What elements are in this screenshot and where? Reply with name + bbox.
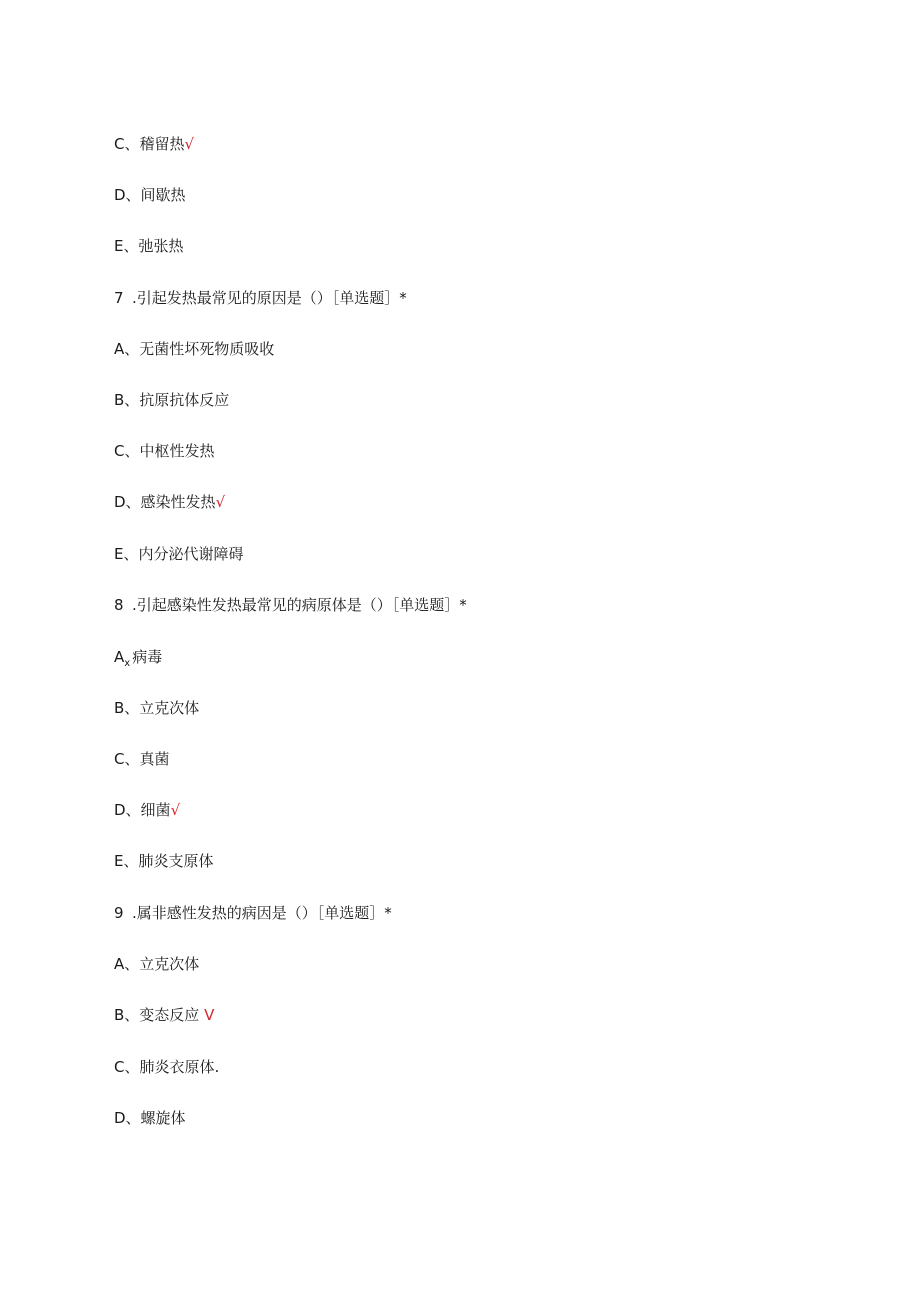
question-text: .属非感性发热的病因是（）［单选题］* xyxy=(132,904,392,922)
option-a-q8 xyxy=(114,645,162,669)
option-text: C、稽留热 xyxy=(114,135,185,153)
option-text: D、螺旋体 xyxy=(114,1109,186,1127)
option-text: E、弛张热 xyxy=(114,237,184,255)
correct-mark: √ xyxy=(184,135,195,153)
option-c-q9 xyxy=(114,1055,219,1079)
option-d-q7 xyxy=(114,490,225,514)
option-c-q7 xyxy=(114,439,214,463)
option-text: D、间歇热 xyxy=(114,186,186,204)
option-e-q6 xyxy=(114,234,183,258)
correct-mark: V xyxy=(199,1006,215,1024)
option-text: C、中枢性发热 xyxy=(114,442,215,460)
question-7 xyxy=(114,286,407,310)
option-b-q9 xyxy=(114,1003,214,1027)
option-d-q9 xyxy=(114,1106,186,1130)
option-letter: A xyxy=(114,648,125,666)
option-e-q8 xyxy=(114,849,213,873)
option-b-q7 xyxy=(114,388,229,412)
question-text: .引起发热最常见的原因是（）［单选题］* xyxy=(132,289,407,307)
option-c-q8 xyxy=(114,747,169,771)
option-e-q7 xyxy=(114,542,243,566)
option-d-q8 xyxy=(114,798,180,822)
option-a-q7 xyxy=(114,337,274,361)
option-text: E、肺炎支原体 xyxy=(114,852,214,870)
option-text: 病毒 xyxy=(132,648,163,666)
option-d-q6 xyxy=(114,183,186,207)
option-text: E、内分泌代谢障碍 xyxy=(114,545,244,563)
question-number: 9 xyxy=(114,904,124,922)
question-9 xyxy=(114,901,392,925)
question-text: .引起感染性发热最常见的病原体是（）［单选题］* xyxy=(132,596,467,614)
question-number: 7 xyxy=(114,289,124,307)
option-b-q8 xyxy=(114,696,199,720)
option-text: B、立克次体 xyxy=(114,699,200,717)
option-text: B、抗原抗体反应 xyxy=(114,391,230,409)
option-subscript: x xyxy=(124,658,131,669)
option-text: A、无菌性坏死物质吸收 xyxy=(114,340,275,358)
correct-mark: √ xyxy=(170,801,181,819)
question-number: 8 xyxy=(114,596,124,614)
option-text: A、立克次体 xyxy=(114,955,200,973)
option-text: C、真菌 xyxy=(114,750,170,768)
option-text: B、变态反应 xyxy=(114,1006,200,1024)
option-c-q6 xyxy=(114,132,194,156)
option-text: D、细菌 xyxy=(114,801,171,819)
question-8 xyxy=(114,593,467,617)
option-text: C、肺炎衣原体. xyxy=(114,1058,220,1076)
option-text: D、感染性发热 xyxy=(114,493,216,511)
option-a-q9 xyxy=(114,952,199,976)
correct-mark: √ xyxy=(215,493,226,511)
